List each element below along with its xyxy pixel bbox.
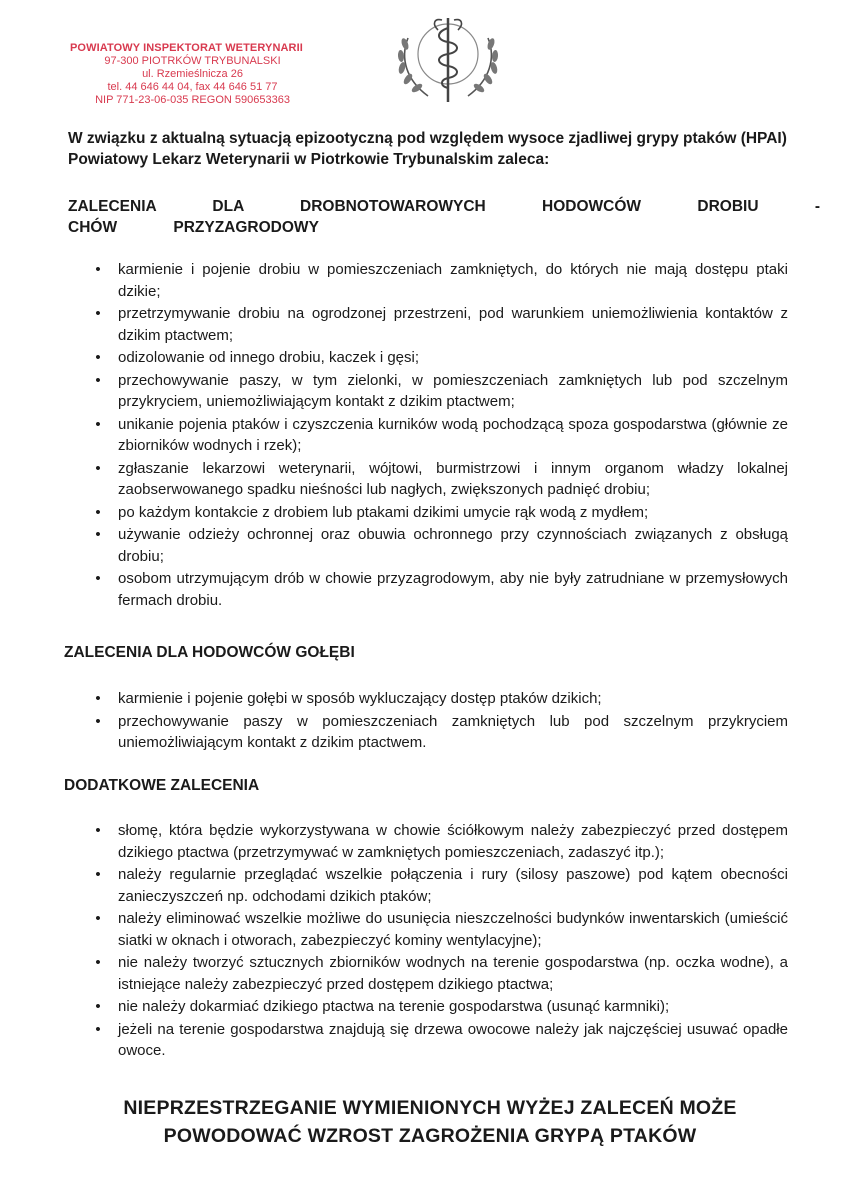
list-item: • jeżeli na terenie gospodarstwa znajdują się drzewa owocowe należy jak najczęściej usuwać opadłe owoce. bbox=[88, 1019, 788, 1062]
stamp-name: POWIATOWY INSPEKTORAT WETERYNARII bbox=[70, 42, 303, 54]
warning-notice bbox=[60, 1094, 800, 1150]
list-item: • używanie odzieży ochronnej oraz obuwia ochronnego przy czynnościach związanych z obsługą drobiu; bbox=[88, 524, 788, 567]
warning-line-1: NIEPRZESTRZEGANIE WYMIENIONYCH WYŻEJ ZALECEŃ MOŻE bbox=[123, 1097, 737, 1119]
veterinary-emblem-icon bbox=[386, 8, 510, 108]
list-item: • przechowywanie paszy w pomieszczeniach zamkniętych lub pod szczelnym przykryciem uniemożliwiającym kontakt z dzikim ptactwem. bbox=[88, 711, 788, 754]
bullet-icon: • bbox=[95, 349, 101, 366]
bullet-icon: • bbox=[95, 822, 101, 839]
section-heading-additional: DODATKOWE ZALECENIA bbox=[64, 777, 260, 794]
list-item: • zgłaszanie lekarzowi weterynarii, wójtowi, burmistrzowi i innym organom władzy lokalnej zaobserwowanego spadku nieśności lub nagłych, zwiększonych padnięć drobiu; bbox=[88, 458, 788, 501]
list-item: • nie należy tworzyć sztucznych zbiorników wodnych na terenie gospodarstwa (np. oczka wodne), a istniejące należy zabezpieczyć przed dostępem dzikiego ptactwa; bbox=[88, 952, 788, 995]
bullet-icon: • bbox=[95, 570, 101, 587]
bullet-icon: • bbox=[95, 712, 101, 730]
list-item: • przetrzymywanie drobiu na ogrodzonej przestrzeni, pod warunkiem uniemożliwienia kontaktów z dzikim ptactwem; bbox=[88, 303, 788, 346]
bullet-icon: • bbox=[95, 954, 101, 971]
recommendation-list-small-farms bbox=[88, 259, 788, 612]
recommendation-list-pigeon-breeders bbox=[88, 688, 788, 755]
list-item: • należy eliminować wszelkie możliwe do usunięcia nieszczelności budynków inwentarskich (umieścić siatki w oknach i otworach, zabezpieczyć kominy wentylacyjne); bbox=[88, 908, 788, 951]
bullet-icon: • bbox=[95, 261, 101, 278]
list-item: • przechowywanie paszy, w tym zielonki, w pomieszczeniach zamkniętych lub pod szczelnym przykryciem, uniemożliwiającym kontakt z dzikim ptactwem; bbox=[88, 370, 788, 413]
section-heading-small-farms: ZALECENIA DLA DROBNOTOWAROWYCH HODOWCÓW DROBIU - CHÓW PRZYZAGRODOWY bbox=[68, 198, 820, 236]
list-item: • po każdym kontakcie z drobiem lub ptakami dzikimi umycie rąk wodą z mydłem; bbox=[88, 502, 788, 524]
list-item: • nie należy dokarmiać dzikiego ptactwa na terenie gospodarstwa (usunąć karmniki); bbox=[88, 996, 788, 1018]
bullet-icon: • bbox=[95, 998, 101, 1015]
recommendation-list-additional bbox=[88, 820, 788, 1063]
stamp-city: 97-300 PIOTRKÓW TRYBUNALSKI bbox=[104, 55, 281, 67]
bullet-icon: • bbox=[95, 459, 101, 477]
bullet-icon: • bbox=[95, 305, 101, 322]
bullet-icon: • bbox=[95, 415, 101, 433]
stamp-phone: tel. 44 646 44 04, fax 44 646 51 77 bbox=[107, 81, 278, 93]
list-item: • karmienie i pojenie gołębi w sposób wykluczający dostęp ptaków dzikich; bbox=[88, 688, 788, 710]
bullet-icon: • bbox=[95, 526, 101, 543]
stamp-street: ul. Rzemieślnicza 26 bbox=[142, 68, 243, 80]
bullet-icon: • bbox=[95, 690, 101, 707]
section-heading-pigeon-breeders: ZALECENIA DLA HODOWCÓW GOŁĘBI bbox=[64, 644, 355, 661]
list-item: • należy regularnie przeglądać wszelkie połączenia i rury (silosy paszowe) pod kątem obecności zanieczyszczeń np. odchodami dzikich ptaków; bbox=[88, 864, 788, 907]
list-item: • odizolowanie od innego drobiu, kaczek i gęsi; bbox=[88, 347, 788, 369]
bullet-icon: • bbox=[95, 910, 101, 927]
intro-line-2: Powiatowy Lekarz Weterynarii w Piotrkowie Trybunalskim zaleca: bbox=[68, 151, 550, 168]
intro-paragraph bbox=[68, 128, 820, 170]
list-item: • unikanie pojenia ptaków i czyszczenia kurników wodą pochodzącą spoza gospodarstwa (głównie ze zbiorników wodnych i rzek); bbox=[88, 414, 788, 457]
warning-line-2: POWODOWAĆ WZROST ZAGROŻENIA GRYPĄ PTAKÓW bbox=[163, 1125, 697, 1147]
bullet-icon: • bbox=[95, 1020, 101, 1038]
inspectorate-stamp bbox=[70, 42, 315, 107]
bullet-icon: • bbox=[95, 503, 101, 521]
bullet-icon: • bbox=[95, 371, 101, 389]
list-item: • osobom utrzymującym drób w chowie przyzagrodowym, aby nie były zatrudniane w przemysłowych fermach drobiu. bbox=[88, 568, 788, 611]
list-item: • karmienie i pojenie drobiu w pomieszczeniach zamkniętych, do których nie mają dostępu ptaki dzikie; bbox=[88, 259, 788, 302]
intro-line-1: W związku z aktualną sytuacją epizootyczną pod względem wysoce zjadliwej grypy ptaków (HPAI) bbox=[68, 130, 787, 147]
bullet-icon: • bbox=[95, 866, 101, 883]
list-item: • słomę, która będzie wykorzystywana w chowie ściółkowym należy zabezpieczyć przed dostępem dzikiego ptactwa (przetrzymywać w zamkniętych pomieszczeniach, zadaszyć itp.); bbox=[88, 820, 788, 863]
stamp-ids: NIP 771-23-06-035 REGON 590653363 bbox=[95, 94, 290, 106]
